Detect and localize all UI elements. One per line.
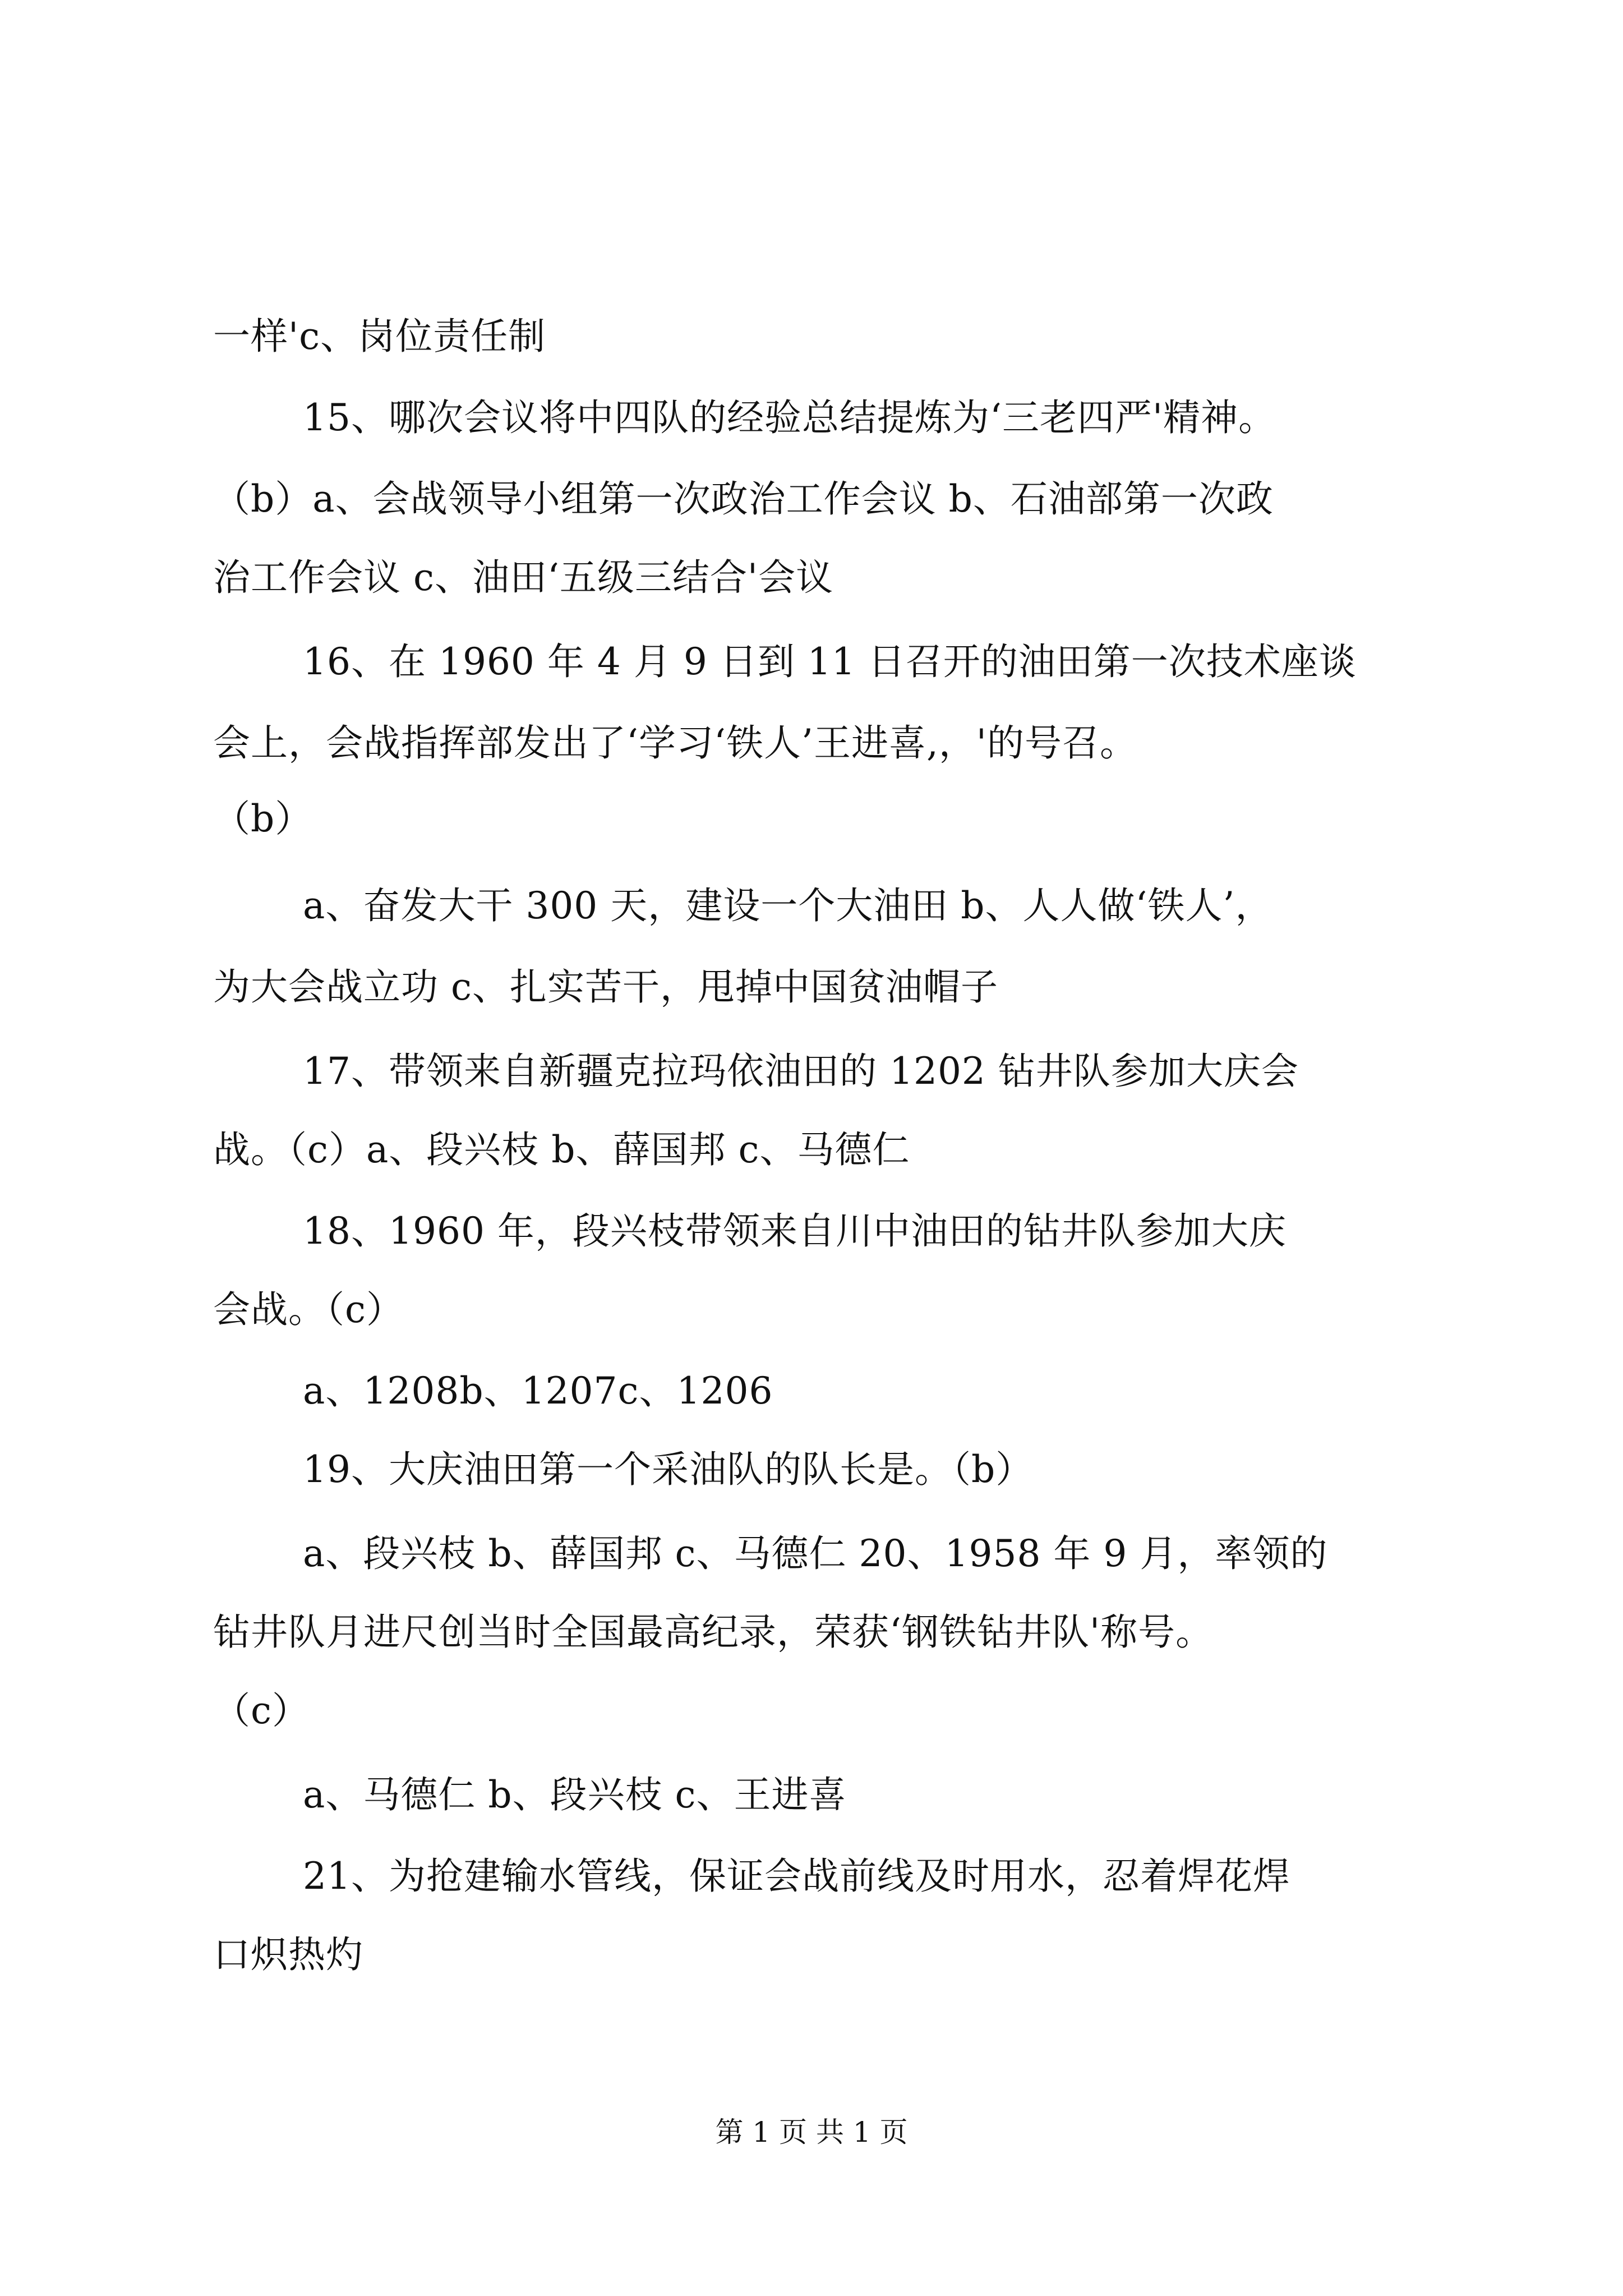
answer-line: （b） — [213, 797, 313, 840]
question-19: 19、大庆油田第一个采油队的队长是。（b） — [303, 1448, 1034, 1491]
question-15: 15、哪次会议将中四队的经验总结提炼为‘三老四严'精神。 — [303, 396, 1276, 439]
options-line: a、段兴枝 b、薛国邦 c、马德仁 20、1958 年 9 月，率领的 — [303, 1532, 1328, 1575]
text-line: 会战。（c） — [213, 1288, 404, 1331]
page-footer: 第 1 页 共 1 页 — [715, 2116, 908, 2148]
answer-line: （c） — [213, 1689, 310, 1732]
options-line: a、1208b、1207c、1206 — [303, 1369, 773, 1412]
text-line: 一样'c、岗位责任制 — [213, 315, 546, 358]
question-17: 17、带领来自新疆克拉玛依油田的 1202 钻井队参加大庆会 — [303, 1050, 1299, 1093]
options-line: a、马德仁 b、段兴枝 c、王进喜 — [303, 1773, 847, 1816]
text-line: 会上，会战指挥部发出了‘学习‘铁人’王进喜,，'的号召。 — [213, 721, 1138, 765]
question-21: 21、为抢建输水管线，保证会战前线及时用水，忍着焊花焊 — [303, 1855, 1290, 1898]
options-line: a、奋发大干 300 天，建设一个大油田 b、人人做‘铁人’， — [303, 884, 1273, 927]
question-18: 18、1960 年，段兴枝带领来自川中油田的钻井队参加大庆 — [303, 1209, 1287, 1253]
text-line: 钻井队月进尺创当时全国最高纪录，荣获‘钢铁钻井队'称号。 — [213, 1611, 1214, 1654]
text-line: 战。（c）a、段兴枝 b、薛国邦 c、马德仁 — [213, 1128, 910, 1171]
text-line: 为大会战立功 c、扎实苦干，甩掉中国贫油帽子 — [213, 965, 998, 1009]
text-line: 治工作会议 c、油田‘五级三结合'会议 — [213, 556, 834, 599]
text-line: 口炽热灼 — [213, 1933, 363, 1976]
text-line: （b）a、会战领导小组第一次政治工作会议 b、石油部第一次政 — [213, 477, 1274, 521]
question-16: 16、在 1960 年 4 月 9 日到 11 日召开的油田第一次技术座谈 — [303, 640, 1357, 683]
